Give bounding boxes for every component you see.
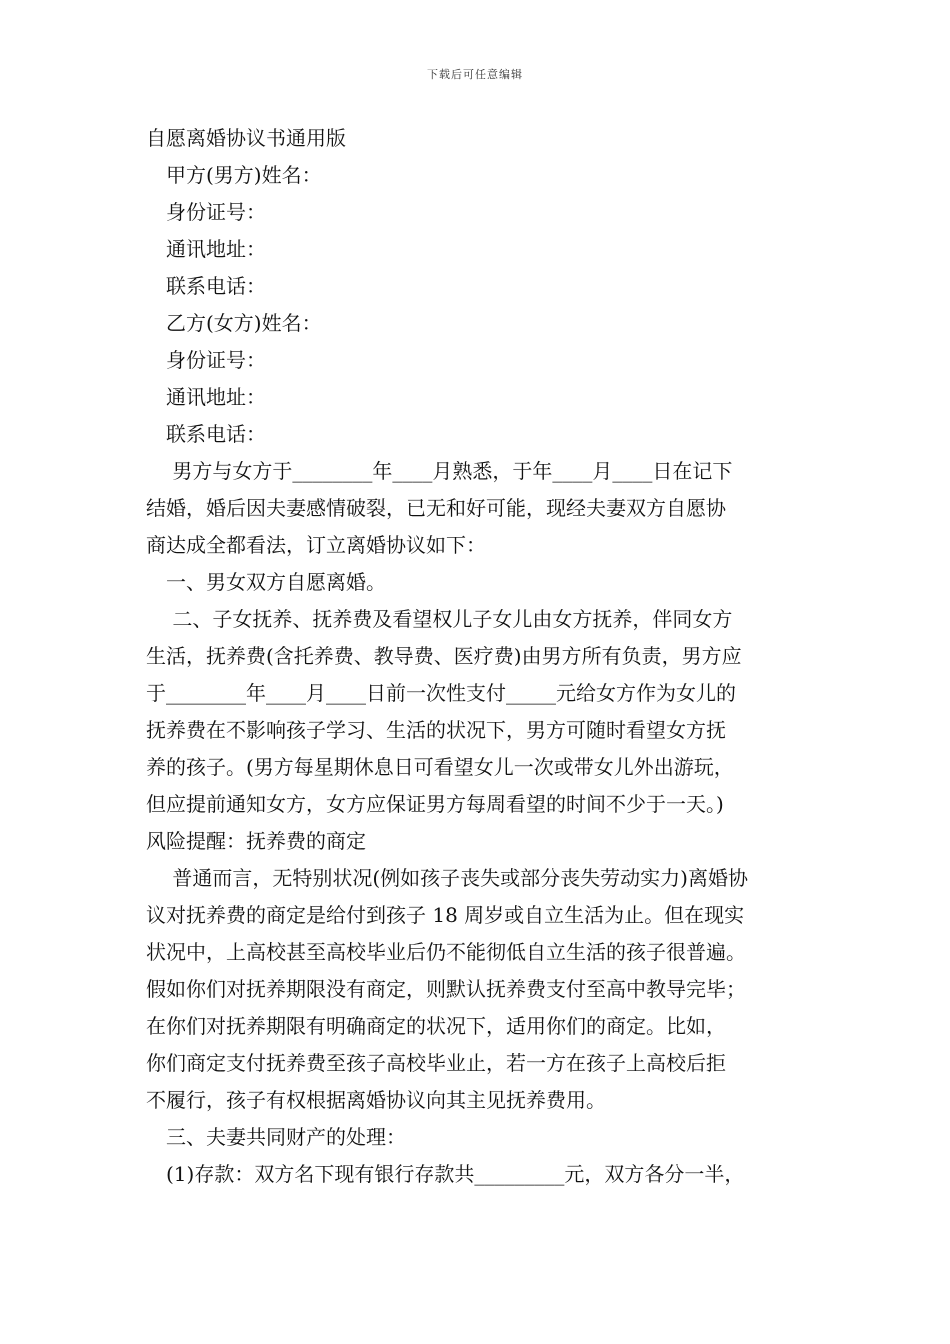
party-a-address-label: 通讯地址：: [166, 237, 266, 261]
risk-body-line: 普通而言，无特别状况(例如孩子丧失或部分丧失劳动实力)离婚协: [166, 866, 748, 890]
risk-body-line: 假如你们对抚养期限没有商定，则默认抚养费支付至高中教导完毕；: [146, 977, 746, 1001]
clause-2-line: 生活，抚养费(含托养费、教导费、医疗费)由男方所有负责，男方应: [146, 644, 742, 668]
risk-body-line: 状况中，上高校甚至高校毕业后仍不能彻低自立生活的孩子很普遍。: [146, 940, 746, 964]
party-a-id-label: 身份证号：: [166, 200, 266, 224]
risk-body-line: 不履行，孩子有权根据离婚协议向其主见抚养费用。: [146, 1088, 606, 1112]
party-b-name-label: 乙方(女方)姓名：: [166, 311, 322, 335]
intro-line: 结婚，婚后因夫妻感情破裂，已无和好可能，现经夫妻双方自愿协: [146, 496, 726, 520]
clause-2-line: 于________年____月____日前一次性支付_____元给女方作为女儿的: [146, 681, 736, 705]
clause-3: 三、夫妻共同财产的处理：: [166, 1125, 406, 1149]
clause-3-item-1: (1)存款：双方名下现有银行存款共_________元，双方各分一半，: [166, 1162, 745, 1186]
document-body: [146, 120, 826, 1193]
clause-2-line: 二、子女抚养、抚养费及看望权儿子女儿由女方抚养，伴同女方: [166, 607, 733, 631]
party-a-name-label: 甲方(男方)姓名：: [166, 163, 322, 187]
risk-body-line: 在你们对抚养期限有明确商定的状况下，适用你们的商定。比如，: [146, 1014, 726, 1038]
intro-line: 男方与女方于________年____月熟悉，于年____月____日在记下: [166, 459, 733, 483]
clause-1: 一、男女双方自愿离婚。: [166, 570, 386, 594]
party-b-address-label: 通讯地址：: [166, 385, 266, 409]
party-b-phone-label: 联系电话：: [166, 422, 266, 446]
party-a-phone-label: 联系电话：: [166, 274, 266, 298]
clause-2-line: 养的孩子。(男方每星期休息日可看望女儿一次或带女儿外出游玩，: [146, 755, 734, 779]
clause-2-line: 抚养费在不影响孩子学习、生活的状况下，男方可随时看望女方抚: [146, 718, 726, 742]
risk-heading: 风险提醒：抚养费的商定: [146, 829, 366, 853]
risk-body-line: 你们商定支付抚养费至孩子高校毕业止，若一方在孩子上高校后拒: [146, 1051, 726, 1075]
intro-line: 商达成全都看法，订立离婚协议如下：: [146, 533, 486, 557]
party-b-id-label: 身份证号：: [166, 348, 266, 372]
clause-2-line: 但应提前通知女方，女方应保证男方每周看望的时间不少于一天。): [146, 792, 724, 816]
document-title: 自愿离婚协议书通用版: [146, 126, 346, 150]
header-note: 下载后可任意编辑: [427, 68, 523, 81]
risk-body-line: 议对抚养费的商定是给付到孩子 18 周岁或自立生活为止。但在现实: [146, 903, 745, 927]
